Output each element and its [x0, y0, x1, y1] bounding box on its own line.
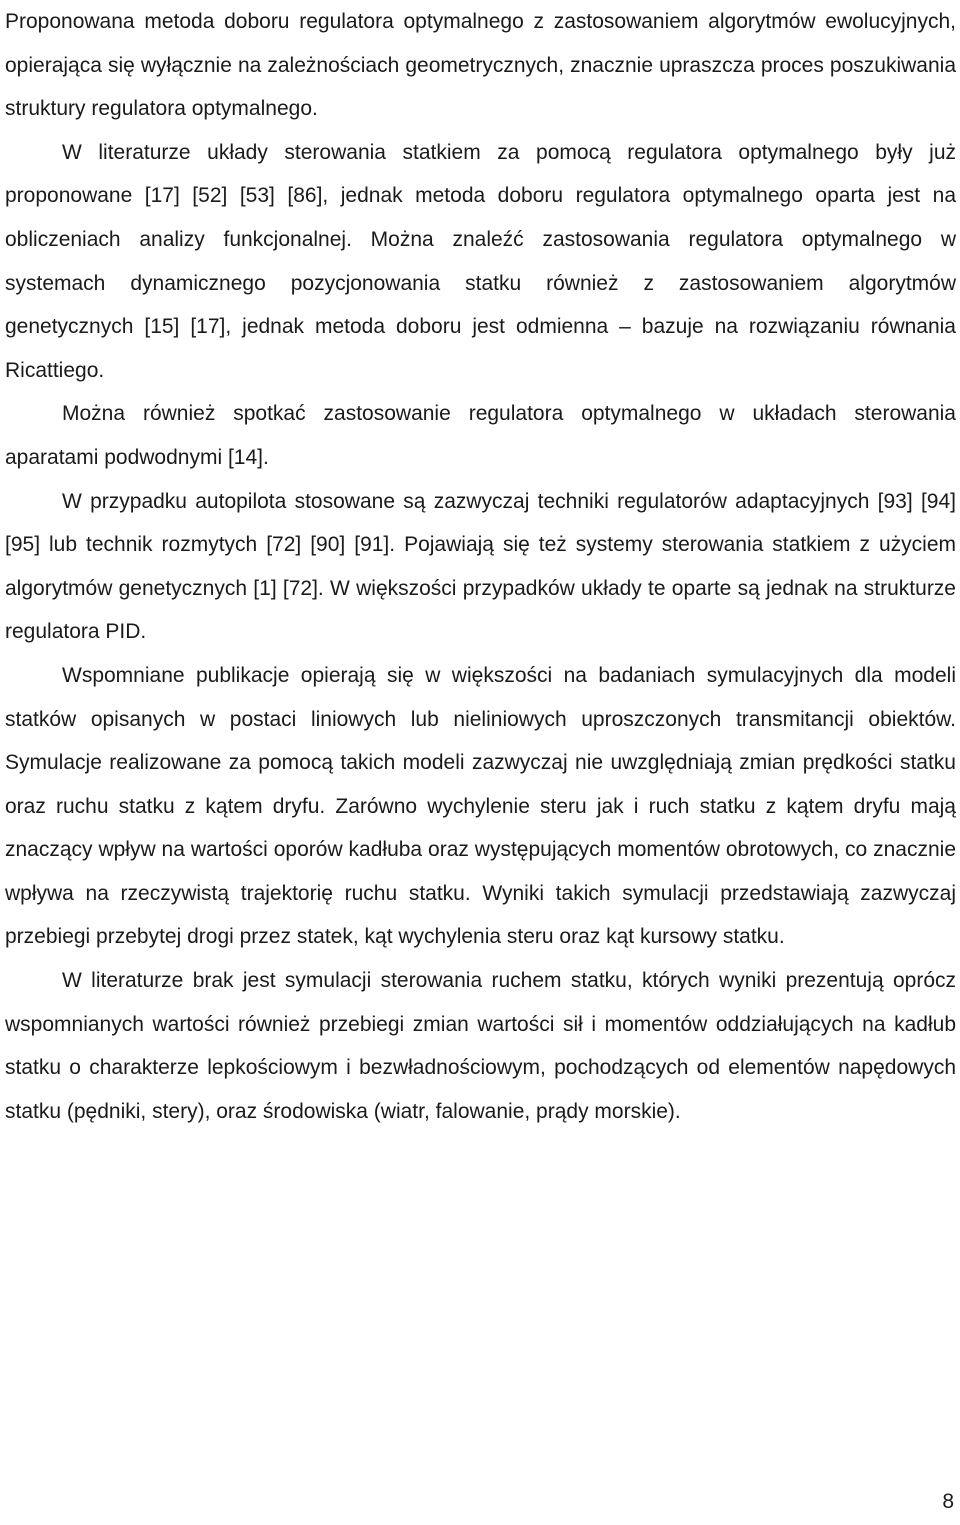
- document-page: [5, 0, 956, 1133]
- paragraph-5: Wspomniane publikacje opierają się w większości na badaniach symulacyjnych dla modeli statków opisanych w postaci liniowych lub nieliniowych uproszczonych transmitancji obiektów. Symulacje realizowane za pomocą takich modeli zazwyczaj nie uwzględniają zmian prędkości statku oraz ruchu statku z kątem dryfu. Zarówno wychylenie steru jak i ruch statku z kątem dryfu mają znaczący wpływ na wartości oporów kadłuba oraz występujących momentów obrotowych, co znacznie wpływa na rzeczywistą trajektorię ruchu statku. Wyniki takich symulacji przedstawiają zazwyczaj przebiegi przebytej drogi przez statek, kąt wychylenia steru oraz kąt kursowy statku.: [5, 663, 956, 949]
- paragraph-2: W literaturze układy sterowania statkiem za pomocą regulatora optymalnego były już proponowane [17] [52] [53] [86], jednak metoda doboru regulatora optymalnego oparta jest na obliczeniach analizy funkcjonalnej. Można znaleźć zastosowania regulatora optymalnego w systemach dynamicznego pozycjonowania statku również z zastosowaniem algorytmów genetycznych [15] [17], jednak metoda doboru jest odmienna – bazuje na rozwiązaniu równania Ricattiego.: [5, 140, 956, 382]
- paragraph-4: W przypadku autopilota stosowane są zazwyczaj techniki regulatorów adaptacyjnych [93] [94] [95] lub technik rozmytych [72] [90] [91]. Pojawiają się też systemy sterowania statkiem z użyciem algorytmów genetycznych [1] [72]. W większości przypadków układy te oparte są jednak na strukturze regulatora PID.: [5, 489, 956, 644]
- paragraph-3: Można również spotkać zastosowanie regulatora optymalnego w układach sterowania aparatami podwodnymi [14].: [5, 402, 956, 469]
- paragraph-6: W literaturze brak jest symulacji sterowania ruchem statku, których wyniki prezentują oprócz wspomnianych wartości również przebiegi zmian wartości sił i momentów oddziałujących na kadłub statku o charakterze lepkościowym i bezwładnościowym, pochodzących od elementów napędowych statku (pędniki, stery), oraz środowiska (wiatr, falowanie, prądy morskie).: [5, 969, 956, 1123]
- page-number: 8: [942, 1490, 954, 1513]
- paragraph-1: Proponowana metoda doboru regulatora optymalnego z zastosowaniem algorytmów ewolucyjnych, opierająca się wyłącznie na zależnościach geometrycznych, znacznie upraszcza proces poszukiwania struktury regulatora optymalnego.: [5, 10, 956, 121]
